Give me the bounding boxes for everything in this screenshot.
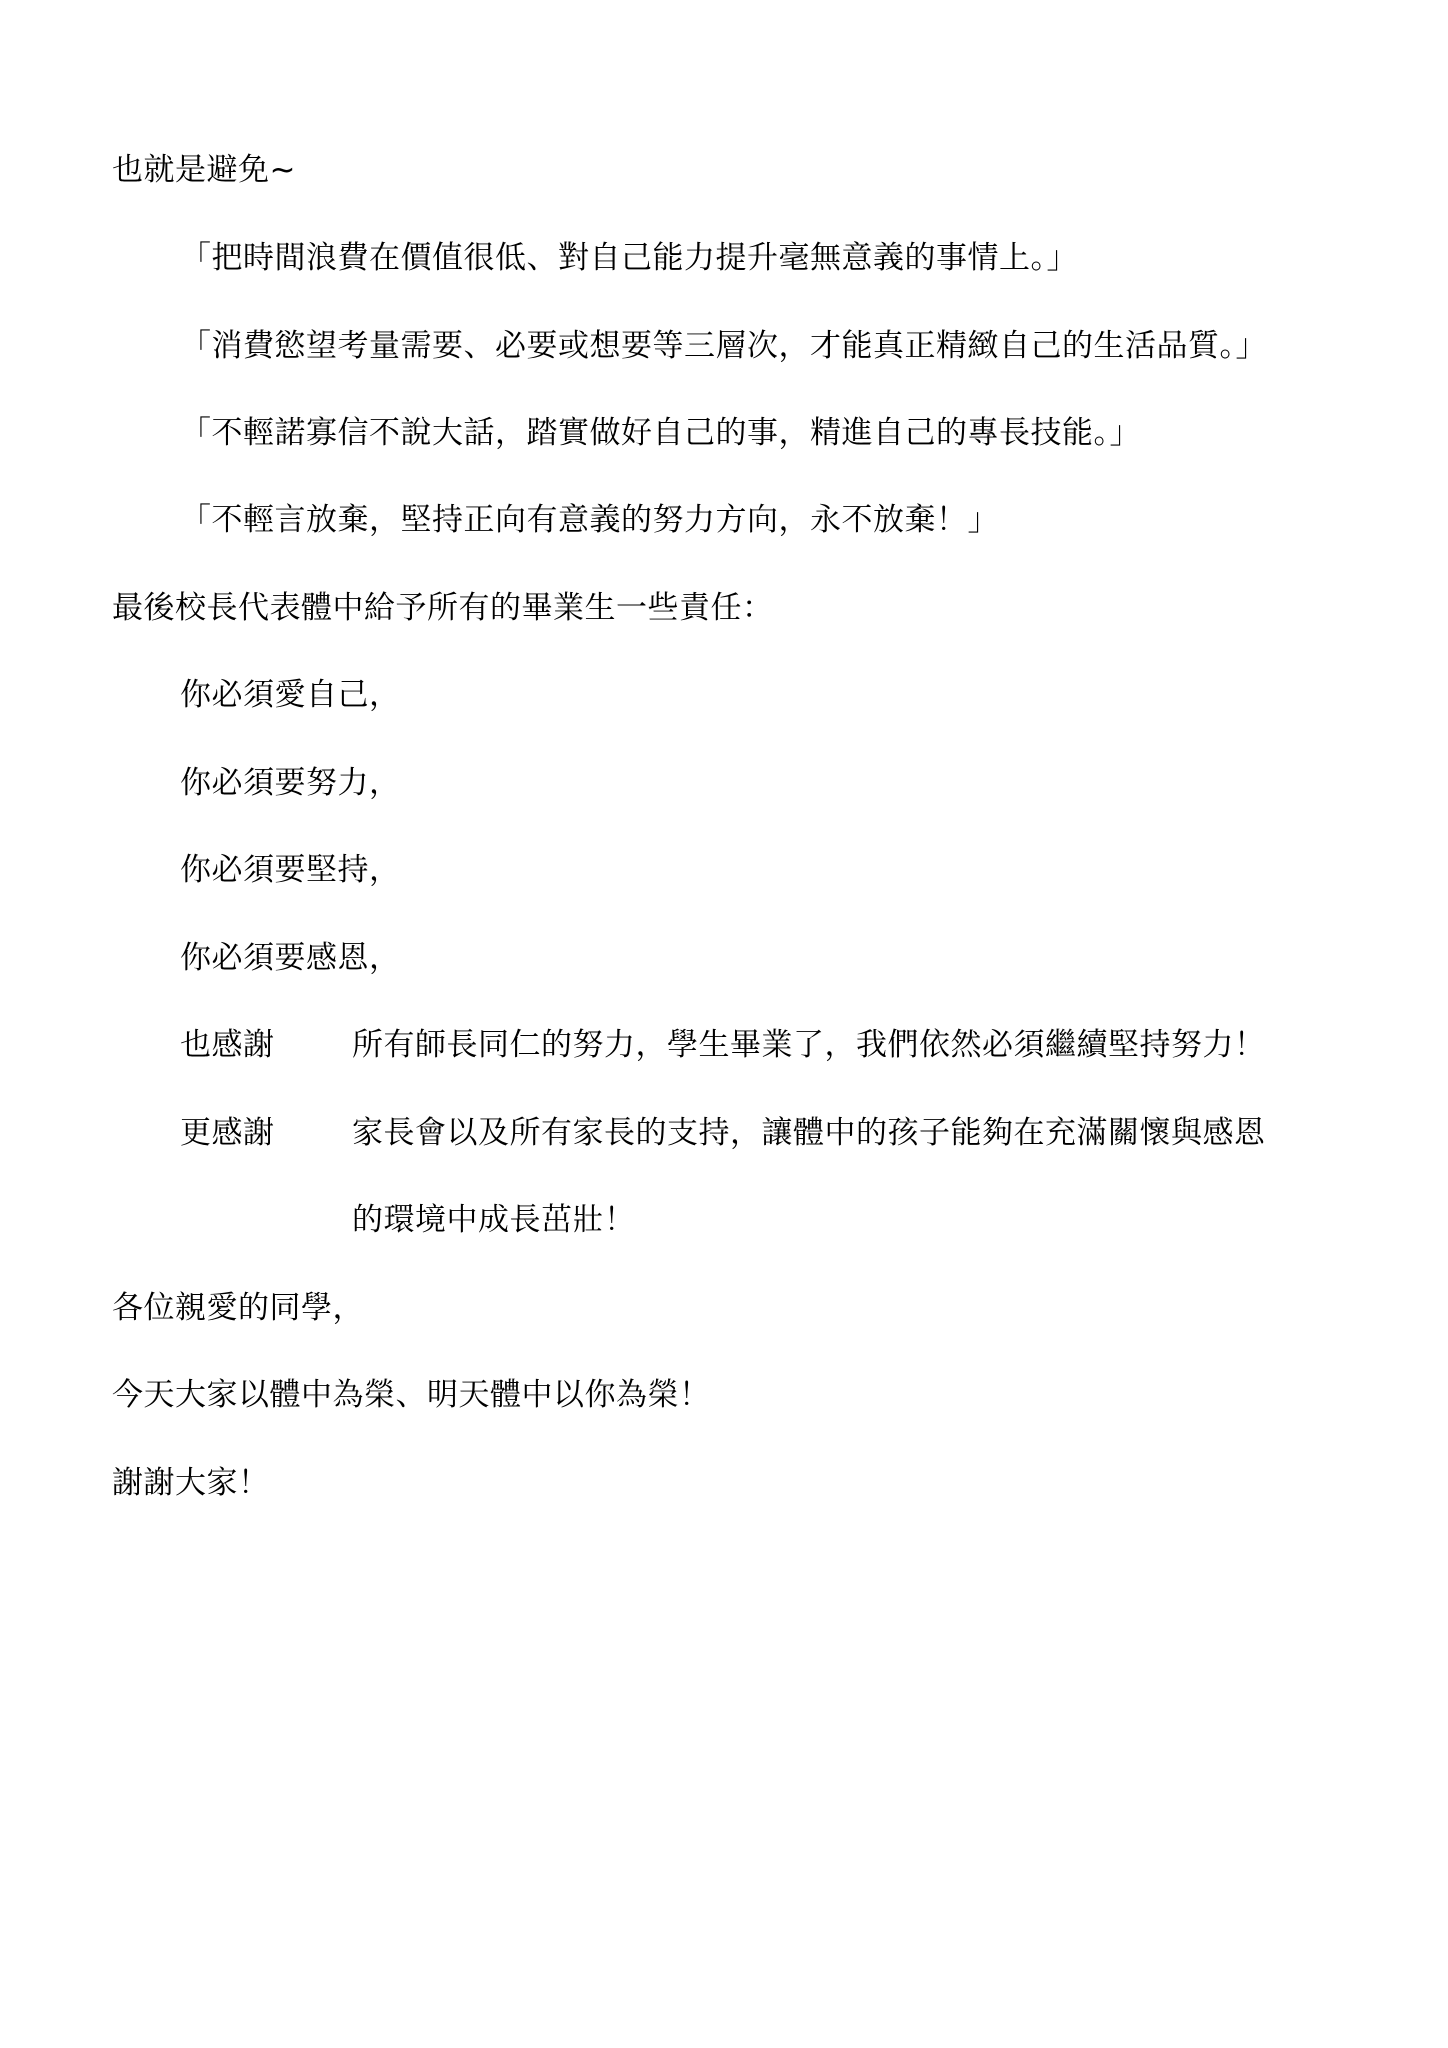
quote-line: 「消費慾望考量需要、必要或想要等三層次，才能真正精緻自己的生活品質。」 [180,328,1267,364]
thanks-continuation: 的環境中成長茁壯！ [352,1202,636,1238]
quote-line: 「不輕諾寡信不說大話，踏實做好自己的事，精進自己的專長技能。」 [180,415,1141,451]
thanks-line [180,1025,1266,1065]
responsibility-line: 你必須愛自己， [180,677,401,713]
responsibility-line: 你必須要堅持， [180,852,401,888]
thanks-text: 家長會以及所有家長的支持，讓體中的孩子能夠在充滿關懷與感恩 [352,1115,1266,1151]
quote-line: 「不輕言放棄，堅持正向有意義的努力方向，永不放棄！」 [180,502,999,538]
responsibility-intro: 最後校長代表體中給予所有的畢業生一些責任： [112,590,774,626]
thanks-label: 更感謝 [180,1115,275,1151]
thanks-text: 所有師長同仁的努力，學生畢業了，我們依然必須繼續堅持努力！ [352,1027,1266,1063]
thanks-label: 也感謝 [180,1027,275,1063]
quote-line: 「把時間浪費在價值很低、對自己能力提升毫無意義的事情上。」 [180,240,1078,276]
closing-line: 今天大家以體中為榮、明天體中以你為榮！ [112,1377,711,1413]
responsibility-line: 你必須要感恩， [180,940,401,976]
thanks-line [180,1113,1266,1153]
responsibility-line: 你必須要努力， [180,765,401,801]
intro-line: 也就是避免~ [112,152,296,188]
closing-line: 謝謝大家！ [112,1465,270,1501]
closing-line: 各位親愛的同學， [112,1290,364,1326]
